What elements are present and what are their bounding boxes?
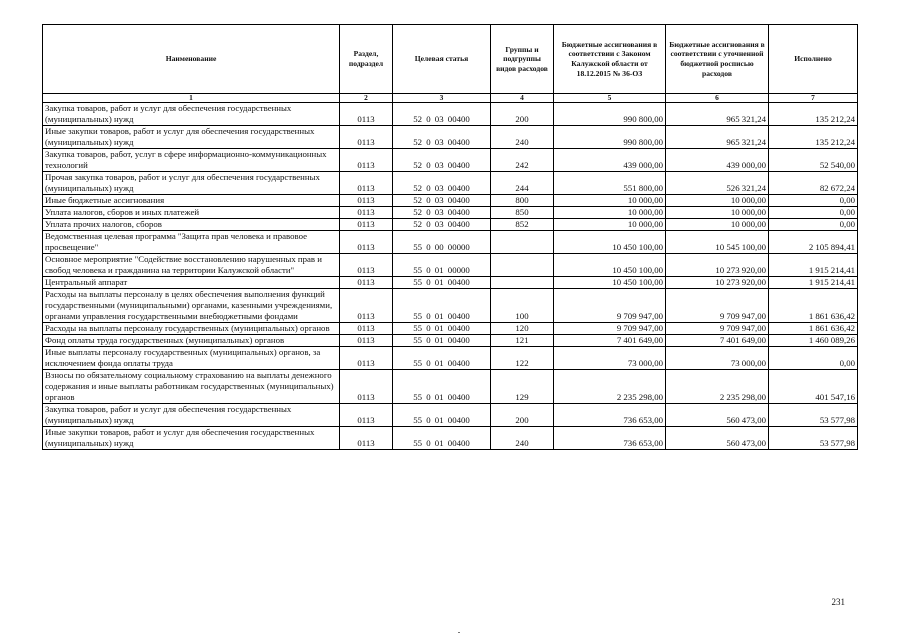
cell-target: 52 0 03 00400: [393, 149, 491, 172]
cell-done: 82 672,24: [769, 172, 858, 195]
column-number-row: [43, 94, 858, 103]
cell-refined: 73 000,00: [666, 347, 769, 370]
cell-refined: 9 709 947,00: [666, 323, 769, 335]
cell-name: Расходы на выплаты персоналу в целях обеспечения выполнения функций государственными (муниципальными) органами, казенными учреждениями, органами управления государственными внебюджетными фондами: [43, 289, 340, 323]
cell-group: 121: [491, 335, 554, 347]
header-section: Раздел, подраздел: [340, 25, 393, 94]
cell-done: 52 540,00: [769, 149, 858, 172]
cell-name: Уплата прочих налогов, сборов: [43, 219, 340, 231]
cell-section: 0113: [340, 404, 393, 427]
cell-name: Закупка товаров, работ и услуг для обеспечения государственных (муниципальных) нужд: [43, 404, 340, 427]
cell-section: 0113: [340, 277, 393, 289]
cell-name: Закупка товаров, работ и услуг для обеспечения государственных (муниципальных) нужд: [43, 103, 340, 126]
cell-refined: 9 709 947,00: [666, 289, 769, 323]
cell-refined: 2 235 298,00: [666, 370, 769, 404]
table-row: [43, 277, 858, 289]
cell-group: 100: [491, 289, 554, 323]
col-number: 1: [43, 94, 340, 103]
cell-name: Прочая закупка товаров, работ и услуг для обеспечения государственных (муниципальных) нужд: [43, 172, 340, 195]
cell-group: [491, 231, 554, 254]
col-number: 5: [554, 94, 666, 103]
cell-law: 10 450 100,00: [554, 254, 666, 277]
cell-name: Иные закупки товаров, работ и услуг для обеспечения государственных (муниципальных) нужд: [43, 427, 340, 450]
col-number: 6: [666, 94, 769, 103]
cell-law: 10 450 100,00: [554, 277, 666, 289]
cell-done: 2 105 894,41: [769, 231, 858, 254]
table-row: [43, 370, 858, 404]
cell-done: 135 212,24: [769, 103, 858, 126]
cell-group: 240: [491, 427, 554, 450]
header-row: [43, 25, 858, 94]
cell-law: 73 000,00: [554, 347, 666, 370]
cell-target: 55 0 01 00400: [393, 347, 491, 370]
cell-target: 55 0 00 00000: [393, 231, 491, 254]
cell-name: Фонд оплаты труда государственных (муниципальных) органов: [43, 335, 340, 347]
cell-done: 0,00: [769, 347, 858, 370]
cell-law: 2 235 298,00: [554, 370, 666, 404]
scan-speck: [458, 632, 460, 633]
cell-name: Уплата налогов, сборов и иных платежей: [43, 207, 340, 219]
cell-section: 0113: [340, 370, 393, 404]
cell-name: Иные бюджетные ассигнования: [43, 195, 340, 207]
table-row: [43, 289, 858, 323]
cell-refined: 439 000,00: [666, 149, 769, 172]
table-row: [43, 207, 858, 219]
cell-refined: 560 473,00: [666, 404, 769, 427]
cell-law: 10 000,00: [554, 195, 666, 207]
budget-table: [42, 24, 858, 450]
cell-done: 135 212,24: [769, 126, 858, 149]
cell-target: 52 0 03 00400: [393, 195, 491, 207]
cell-section: 0113: [340, 347, 393, 370]
table-row: [43, 172, 858, 195]
cell-law: 439 000,00: [554, 149, 666, 172]
cell-refined: 10 000,00: [666, 195, 769, 207]
header-target: Целевая статья: [393, 25, 491, 94]
cell-name: Ведомственная целевая программа "Защита прав человека и правовое просвещение": [43, 231, 340, 254]
cell-section: 0113: [340, 195, 393, 207]
cell-target: 55 0 01 00000: [393, 254, 491, 277]
cell-name: Закупка товаров, работ, услуг в сфере информационно-коммуникационных технологий: [43, 149, 340, 172]
cell-law: 7 401 649,00: [554, 335, 666, 347]
cell-section: 0113: [340, 103, 393, 126]
cell-done: 1 915 214,41: [769, 277, 858, 289]
cell-done: 53 577,98: [769, 404, 858, 427]
cell-group: 800: [491, 195, 554, 207]
cell-group: 242: [491, 149, 554, 172]
cell-group: [491, 277, 554, 289]
col-number: 2: [340, 94, 393, 103]
cell-group: 240: [491, 126, 554, 149]
cell-section: 0113: [340, 219, 393, 231]
cell-done: 1 915 214,41: [769, 254, 858, 277]
cell-refined: 526 321,24: [666, 172, 769, 195]
cell-target: 52 0 03 00400: [393, 103, 491, 126]
table-row: [43, 126, 858, 149]
cell-section: 0113: [340, 323, 393, 335]
cell-refined: 10 273 920,00: [666, 277, 769, 289]
cell-group: 200: [491, 404, 554, 427]
table-row: [43, 404, 858, 427]
table-row: [43, 323, 858, 335]
col-number: 7: [769, 94, 858, 103]
cell-section: 0113: [340, 335, 393, 347]
cell-section: 0113: [340, 254, 393, 277]
cell-law: 990 800,00: [554, 126, 666, 149]
cell-law: 551 800,00: [554, 172, 666, 195]
header-name: Наименование: [43, 25, 340, 94]
cell-section: 0113: [340, 126, 393, 149]
cell-refined: 10 545 100,00: [666, 231, 769, 254]
cell-name: Взносы по обязательному социальному страхованию на выплаты денежного содержания и иные выплаты работникам государственных (муниципальных) органов: [43, 370, 340, 404]
cell-target: 52 0 03 00400: [393, 172, 491, 195]
cell-refined: 560 473,00: [666, 427, 769, 450]
cell-target: 55 0 01 00400: [393, 427, 491, 450]
cell-law: 736 653,00: [554, 427, 666, 450]
table-row: [43, 254, 858, 277]
cell-group: 850: [491, 207, 554, 219]
cell-section: 0113: [340, 427, 393, 450]
cell-target: 55 0 01 00400: [393, 335, 491, 347]
cell-group: 852: [491, 219, 554, 231]
cell-done: 1 861 636,42: [769, 289, 858, 323]
cell-target: 52 0 03 00400: [393, 207, 491, 219]
table-row: [43, 231, 858, 254]
cell-refined: 10 273 920,00: [666, 254, 769, 277]
cell-section: 0113: [340, 172, 393, 195]
page-number: 231: [831, 597, 845, 607]
table-row: [43, 347, 858, 370]
table-body: [43, 103, 858, 450]
header-refined: Бюджетные ассигнования в соответствии с уточненной бюджетной росписью расходов: [666, 25, 769, 94]
cell-group: 200: [491, 103, 554, 126]
col-number: 4: [491, 94, 554, 103]
cell-target: 55 0 01 00400: [393, 277, 491, 289]
cell-law: 9 709 947,00: [554, 323, 666, 335]
cell-law: 10 000,00: [554, 219, 666, 231]
cell-name: Центральный аппарат: [43, 277, 340, 289]
header-done: Исполнено: [769, 25, 858, 94]
cell-refined: 965 321,24: [666, 103, 769, 126]
cell-section: 0113: [340, 231, 393, 254]
cell-refined: 965 321,24: [666, 126, 769, 149]
cell-done: 1 861 636,42: [769, 323, 858, 335]
cell-name: Иные выплаты персоналу государственных (муниципальных) органов, за исключением фонда оплаты труда: [43, 347, 340, 370]
cell-law: 10 450 100,00: [554, 231, 666, 254]
cell-section: 0113: [340, 207, 393, 219]
cell-section: 0113: [340, 149, 393, 172]
cell-target: 55 0 01 00400: [393, 370, 491, 404]
cell-done: 53 577,98: [769, 427, 858, 450]
cell-law: 990 800,00: [554, 103, 666, 126]
cell-done: 1 460 089,26: [769, 335, 858, 347]
cell-law: 10 000,00: [554, 207, 666, 219]
cell-law: 736 653,00: [554, 404, 666, 427]
cell-target: 55 0 01 00400: [393, 404, 491, 427]
header-law: Бюджетные ассигнования в соответствии с Законом Калужской области от 18.12.2015 № 36-ОЗ: [554, 25, 666, 94]
cell-target: 52 0 03 00400: [393, 126, 491, 149]
cell-target: 55 0 01 00400: [393, 289, 491, 323]
cell-name: Иные закупки товаров, работ и услуг для обеспечения государственных (муниципальных) нужд: [43, 126, 340, 149]
header-group: Группы и подгруппы видов расходов: [491, 25, 554, 94]
table-row: [43, 195, 858, 207]
cell-group: 129: [491, 370, 554, 404]
table-row: [43, 219, 858, 231]
cell-done: 0,00: [769, 207, 858, 219]
cell-target: 52 0 03 00400: [393, 219, 491, 231]
cell-section: 0113: [340, 289, 393, 323]
table-row: [43, 149, 858, 172]
table-row: [43, 335, 858, 347]
col-number: 3: [393, 94, 491, 103]
cell-target: 55 0 01 00400: [393, 323, 491, 335]
cell-done: 0,00: [769, 219, 858, 231]
cell-group: [491, 254, 554, 277]
cell-group: 244: [491, 172, 554, 195]
cell-group: 122: [491, 347, 554, 370]
cell-done: 0,00: [769, 195, 858, 207]
cell-refined: 10 000,00: [666, 219, 769, 231]
cell-refined: 7 401 649,00: [666, 335, 769, 347]
cell-name: Основное мероприятие "Содействие восстановлению нарушенных прав и свобод человека и гражданина на территории Калужской области": [43, 254, 340, 277]
cell-name: Расходы на выплаты персоналу государственных (муниципальных) органов: [43, 323, 340, 335]
table-row: [43, 427, 858, 450]
table-row: [43, 103, 858, 126]
cell-refined: 10 000,00: [666, 207, 769, 219]
cell-law: 9 709 947,00: [554, 289, 666, 323]
cell-group: 120: [491, 323, 554, 335]
cell-done: 401 547,16: [769, 370, 858, 404]
